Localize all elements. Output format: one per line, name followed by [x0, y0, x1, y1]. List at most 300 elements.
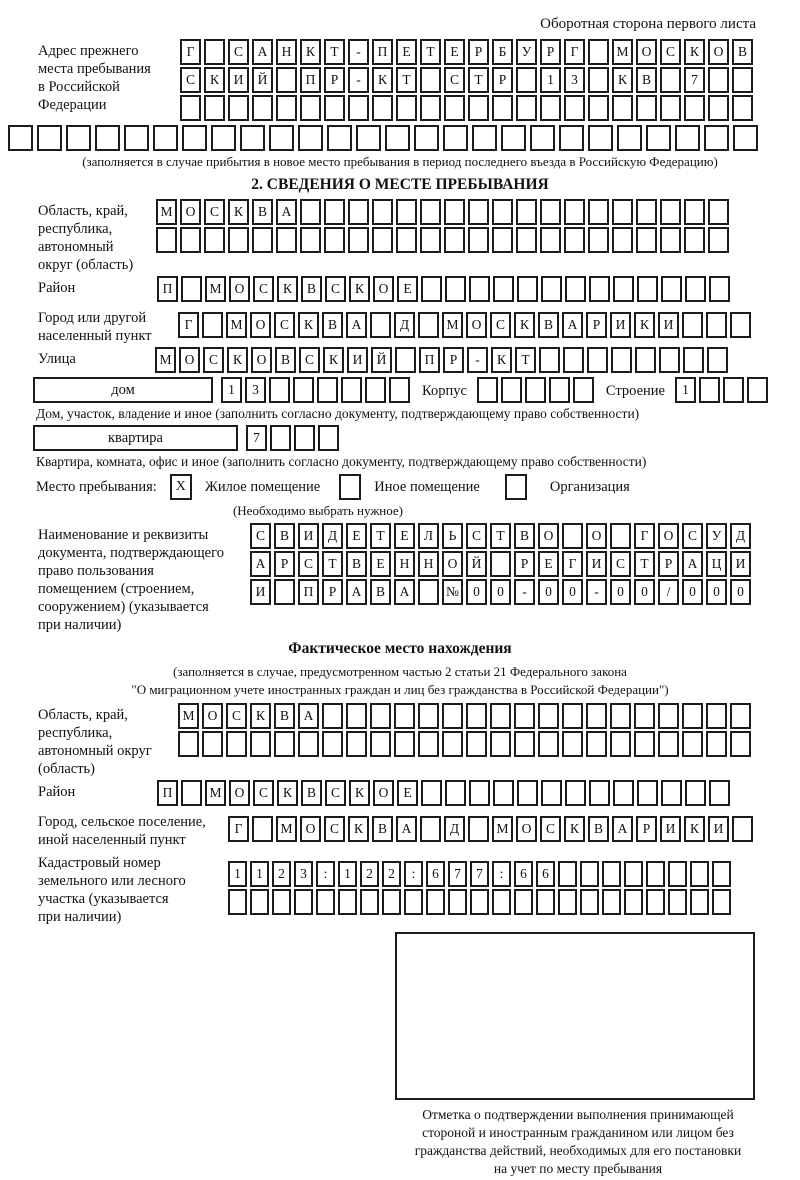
char-cell [318, 425, 339, 451]
label-line: Область, край, [38, 707, 128, 723]
char-cell: 6 [536, 861, 555, 887]
char-cell: К [634, 312, 655, 338]
prev-address-row4 [8, 125, 800, 151]
char-cell [586, 703, 607, 729]
char-cell: А [252, 39, 273, 65]
char-cell: У [706, 523, 727, 549]
char-cell: 7 [448, 861, 467, 887]
char-cell: С [324, 816, 345, 842]
char-cell [356, 125, 381, 151]
char-cell: Р [540, 39, 561, 65]
char-cell [418, 312, 439, 338]
s2-raion-row [38, 276, 800, 304]
char-cell [443, 125, 468, 151]
char-cell: К [300, 39, 321, 65]
char-cell: С [253, 780, 274, 806]
s2-raion-cells [157, 276, 730, 302]
char-cell [514, 731, 535, 757]
char-cell [404, 889, 423, 915]
char-cell [124, 125, 149, 151]
char-cell [530, 125, 555, 151]
char-cell [624, 861, 643, 887]
char-cell: У [516, 39, 537, 65]
char-cell [635, 347, 656, 373]
char-cell [732, 95, 753, 121]
char-cell: В [370, 579, 391, 605]
char-cell [602, 861, 621, 887]
char-cell: С [682, 523, 703, 549]
char-cell: 7 [684, 67, 705, 93]
char-cell [469, 276, 490, 302]
char-cell [395, 347, 416, 373]
char-cell [712, 861, 731, 887]
char-cell [466, 703, 487, 729]
char-cell: О [538, 523, 559, 549]
char-cell: К [348, 816, 369, 842]
char-cell [448, 889, 467, 915]
char-cell [732, 816, 753, 842]
char-cell [501, 377, 522, 403]
char-cell [610, 703, 631, 729]
label-line: (заполняется в случае, предусмотренном частью 2 статьи 21 Федерального закона [173, 664, 627, 679]
char-cell: О [586, 523, 607, 549]
label-line: республика, [38, 221, 113, 237]
char-cell: А [298, 703, 319, 729]
char-cell: Д [730, 523, 751, 549]
char-cell [492, 199, 513, 225]
char-cell [396, 199, 417, 225]
s2-oblast-grid [156, 199, 729, 255]
char-cell: А [346, 579, 367, 605]
char-cell [682, 703, 703, 729]
char-cell: И [730, 551, 751, 577]
char-cell: М [205, 780, 226, 806]
char-cell [733, 125, 758, 151]
char-cell: К [277, 276, 298, 302]
char-cell [668, 861, 687, 887]
char-cell: Р [322, 579, 343, 605]
checkbox-organization [505, 474, 527, 500]
s2-dom-row [33, 377, 800, 403]
char-cell: С [610, 551, 631, 577]
char-cell: С [274, 312, 295, 338]
char-cell [324, 199, 345, 225]
char-cell [634, 703, 655, 729]
char-cell [327, 125, 352, 151]
char-cell: В [514, 523, 535, 549]
char-cell [684, 199, 705, 225]
char-cell [414, 125, 439, 151]
kvartira-note: Квартира, комната, офис и иное (заполнить согласно документу, подтверждающему право собственности) [36, 454, 647, 469]
fact-oblast-row2 [178, 731, 751, 757]
char-cell [274, 579, 295, 605]
fact-raion-cells [157, 780, 730, 806]
char-cell [682, 731, 703, 757]
char-cell [444, 95, 465, 121]
char-cell: К [684, 816, 705, 842]
char-cell [181, 780, 202, 806]
char-cell: Е [394, 523, 415, 549]
char-cell [396, 227, 417, 253]
char-cell [646, 889, 665, 915]
char-cell: Р [658, 551, 679, 577]
char-cell: О [229, 780, 250, 806]
s2-gorod-label [38, 306, 178, 345]
kvartira-cells [246, 425, 339, 451]
char-cell: К [349, 276, 370, 302]
char-cell: М [205, 276, 226, 302]
fact-raion-label: Район [38, 784, 76, 800]
label-line: округ (область) [38, 257, 134, 273]
char-cell [580, 889, 599, 915]
char-cell [442, 731, 463, 757]
char-cell [272, 889, 291, 915]
place-type-row [36, 474, 800, 500]
char-cell [418, 731, 439, 757]
char-cell [660, 227, 681, 253]
char-cell [516, 227, 537, 253]
char-cell [685, 276, 706, 302]
char-cell [538, 731, 559, 757]
char-cell [661, 276, 682, 302]
char-cell [580, 861, 599, 887]
char-cell: И [347, 347, 368, 373]
char-cell [684, 227, 705, 253]
char-cell [490, 703, 511, 729]
char-cell: Р [636, 816, 657, 842]
char-cell [536, 889, 555, 915]
char-cell: 3 [294, 861, 313, 887]
s2-ulitsa-label: Улица [38, 351, 76, 367]
char-cell [708, 227, 729, 253]
char-cell [517, 276, 538, 302]
char-cell [421, 276, 442, 302]
char-cell [394, 703, 415, 729]
char-cell: Т [324, 39, 345, 65]
confirmation-stamp-box [395, 932, 755, 1100]
char-cell [211, 125, 236, 151]
char-cell [300, 95, 321, 121]
char-cell: Д [444, 816, 465, 842]
char-cell [706, 703, 727, 729]
char-cell [709, 276, 730, 302]
label-line: Адрес прежнего [38, 43, 139, 59]
char-cell [730, 703, 751, 729]
option-label-residential: Жилое помещение [204, 478, 321, 495]
char-cell: - [467, 347, 488, 373]
char-cell [588, 199, 609, 225]
char-cell [562, 731, 583, 757]
s2-oblast-row1 [156, 199, 729, 225]
char-cell: К [227, 347, 248, 373]
label-line: сооружением) (указывается [38, 599, 209, 615]
char-cell: Ц [706, 551, 727, 577]
prev-address-grid [180, 39, 753, 123]
char-cell [346, 731, 367, 757]
char-cell: С [250, 523, 271, 549]
s2-oblast-row2 [156, 227, 729, 253]
fact-note [0, 663, 800, 699]
char-cell [156, 227, 177, 253]
char-cell: 0 [466, 579, 487, 605]
char-cell [294, 425, 315, 451]
char-cell: Е [397, 276, 418, 302]
char-cell [338, 889, 357, 915]
char-cell [468, 199, 489, 225]
char-cell: С [228, 39, 249, 65]
char-cell: М [155, 347, 176, 373]
char-cell [66, 125, 91, 151]
char-cell [683, 347, 704, 373]
char-cell: № [442, 579, 463, 605]
stroenie-cells [675, 377, 768, 403]
char-cell: К [349, 780, 370, 806]
char-cell [444, 199, 465, 225]
stroenie-label: Строение [605, 383, 665, 399]
char-cell [372, 95, 393, 121]
char-cell: 1 [228, 861, 247, 887]
char-cell: П [419, 347, 440, 373]
char-cell [468, 227, 489, 253]
char-cell: К [491, 347, 512, 373]
fact-title: Фактическое место нахождения [288, 640, 512, 657]
char-cell: Т [420, 39, 441, 65]
char-cell [348, 199, 369, 225]
char-cell: И [660, 816, 681, 842]
char-cell [690, 861, 709, 887]
char-cell: 3 [564, 67, 585, 93]
char-cell [250, 889, 269, 915]
char-cell [95, 125, 120, 151]
char-cell: - [514, 579, 535, 605]
char-cell: М [612, 39, 633, 65]
label-line: автономный округ [38, 743, 152, 759]
char-cell [730, 312, 751, 338]
char-cell [269, 377, 290, 403]
char-cell: С [540, 816, 561, 842]
char-cell [588, 125, 613, 151]
document-row2 [250, 551, 751, 577]
char-cell [204, 95, 225, 121]
char-cell: К [250, 703, 271, 729]
document-row1 [250, 523, 751, 549]
char-cell: О [229, 276, 250, 302]
char-cell: А [682, 551, 703, 577]
fact-oblast-row1 [178, 703, 751, 729]
s2-gorod-row [38, 306, 800, 345]
char-cell: Е [370, 551, 391, 577]
char-cell [610, 523, 631, 549]
label-line: республика, [38, 725, 113, 741]
char-cell [612, 227, 633, 253]
char-cell [668, 889, 687, 915]
char-cell [637, 780, 658, 806]
char-cell [317, 377, 338, 403]
char-cell: Б [492, 39, 513, 65]
char-cell: Г [180, 39, 201, 65]
prev-address-note: (заполняется в случае прибытия в новое место пребывания в период последнего въезда в Российскую Федерацию) [82, 154, 718, 169]
char-cell [420, 199, 441, 225]
char-cell [602, 889, 621, 915]
char-cell: 1 [338, 861, 357, 887]
char-cell [385, 125, 410, 151]
label-line: "О миграционном учете иностранных граждан и лиц без гражданства в Российской Федерации") [131, 682, 669, 697]
char-cell [612, 95, 633, 121]
prev-address-section [38, 39, 800, 123]
char-cell: И [708, 816, 729, 842]
char-cell: В [538, 312, 559, 338]
char-cell: 0 [538, 579, 559, 605]
char-cell [270, 425, 291, 451]
char-cell [747, 377, 768, 403]
char-cell [613, 276, 634, 302]
s2-ulitsa-row [38, 347, 800, 375]
char-cell: Т [515, 347, 536, 373]
char-cell [300, 199, 321, 225]
char-cell [660, 199, 681, 225]
char-cell: Е [538, 551, 559, 577]
char-cell [341, 377, 362, 403]
char-cell [240, 125, 265, 151]
char-cell: Г [634, 523, 655, 549]
char-cell [538, 703, 559, 729]
char-cell: 1 [540, 67, 561, 93]
char-cell [316, 889, 335, 915]
label-line: Федерации [38, 97, 107, 113]
char-cell [684, 95, 705, 121]
char-cell: Р [274, 551, 295, 577]
char-cell [370, 703, 391, 729]
char-cell [723, 377, 744, 403]
section2-title: 2. СВЕДЕНИЯ О МЕСТЕ ПРЕБЫВАНИЯ [251, 176, 549, 193]
char-cell [658, 703, 679, 729]
char-cell [252, 95, 273, 121]
char-cell: О [516, 816, 537, 842]
char-cell: 0 [562, 579, 583, 605]
char-cell [472, 125, 497, 151]
char-cell [646, 125, 671, 151]
char-cell: В [372, 816, 393, 842]
char-cell [732, 67, 753, 93]
char-cell [420, 816, 441, 842]
char-cell [276, 95, 297, 121]
char-cell [541, 276, 562, 302]
char-cell [646, 861, 665, 887]
char-cell [250, 731, 271, 757]
char-cell [706, 312, 727, 338]
char-cell: П [300, 67, 321, 93]
checkbox-other-premises [339, 474, 361, 500]
char-cell: Е [346, 523, 367, 549]
char-cell: Т [468, 67, 489, 93]
char-cell: 7 [246, 425, 267, 451]
char-cell: О [373, 276, 394, 302]
label-line: Кадастровый номер [38, 855, 161, 871]
char-cell [699, 377, 720, 403]
fact-kadastr-label [38, 851, 228, 926]
fact-gorod-row [38, 810, 800, 849]
char-cell: С [204, 199, 225, 225]
char-cell: К [514, 312, 535, 338]
char-cell [348, 227, 369, 253]
label-line: иной населенный пункт [38, 832, 186, 848]
char-cell [421, 780, 442, 806]
char-cell: Н [394, 551, 415, 577]
char-cell [564, 95, 585, 121]
char-cell [588, 95, 609, 121]
char-cell [226, 731, 247, 757]
char-cell: А [562, 312, 583, 338]
char-cell: С [203, 347, 224, 373]
char-cell: - [348, 39, 369, 65]
document-grid [250, 523, 751, 607]
char-cell: С [660, 39, 681, 65]
char-cell: С [325, 780, 346, 806]
char-cell [617, 125, 642, 151]
label-line: Наименование и реквизиты [38, 527, 209, 543]
label-line: документа, подтверждающего [38, 545, 224, 561]
char-cell: К [564, 816, 585, 842]
char-cell [613, 780, 634, 806]
char-cell: В [274, 523, 295, 549]
label-line: автономный [38, 239, 114, 255]
char-cell: : [492, 861, 511, 887]
char-cell: 2 [382, 861, 401, 887]
char-cell [324, 95, 345, 121]
prev-address-label [38, 39, 180, 114]
char-cell [202, 731, 223, 757]
char-cell [182, 125, 207, 151]
char-cell: В [275, 347, 296, 373]
char-cell: С [444, 67, 465, 93]
char-cell [180, 95, 201, 121]
char-cell: О [442, 551, 463, 577]
char-cell [418, 579, 439, 605]
char-cell: И [298, 523, 319, 549]
char-cell [525, 377, 546, 403]
char-cell [37, 125, 62, 151]
option-label-other-premises: Иное помещение [374, 478, 480, 495]
char-cell [540, 227, 561, 253]
char-cell: Т [634, 551, 655, 577]
char-cell: В [346, 551, 367, 577]
char-cell: Й [252, 67, 273, 93]
char-cell [565, 780, 586, 806]
char-cell [573, 377, 594, 403]
option-label-organization: Организация [549, 478, 630, 495]
char-cell [661, 780, 682, 806]
char-cell: С [226, 703, 247, 729]
char-cell [252, 816, 273, 842]
prev-address-row2 [180, 67, 753, 93]
char-cell [180, 227, 201, 253]
char-cell [540, 199, 561, 225]
char-cell [394, 731, 415, 757]
char-cell: В [252, 199, 273, 225]
char-cell [516, 67, 537, 93]
char-cell [420, 95, 441, 121]
char-cell: М [178, 703, 199, 729]
char-cell: Н [276, 39, 297, 65]
char-cell: И [658, 312, 679, 338]
char-cell: П [157, 780, 178, 806]
char-cell [612, 199, 633, 225]
char-cell [477, 377, 498, 403]
char-cell: 0 [682, 579, 703, 605]
char-cell: 1 [675, 377, 696, 403]
char-cell: В [732, 39, 753, 65]
char-cell [372, 199, 393, 225]
